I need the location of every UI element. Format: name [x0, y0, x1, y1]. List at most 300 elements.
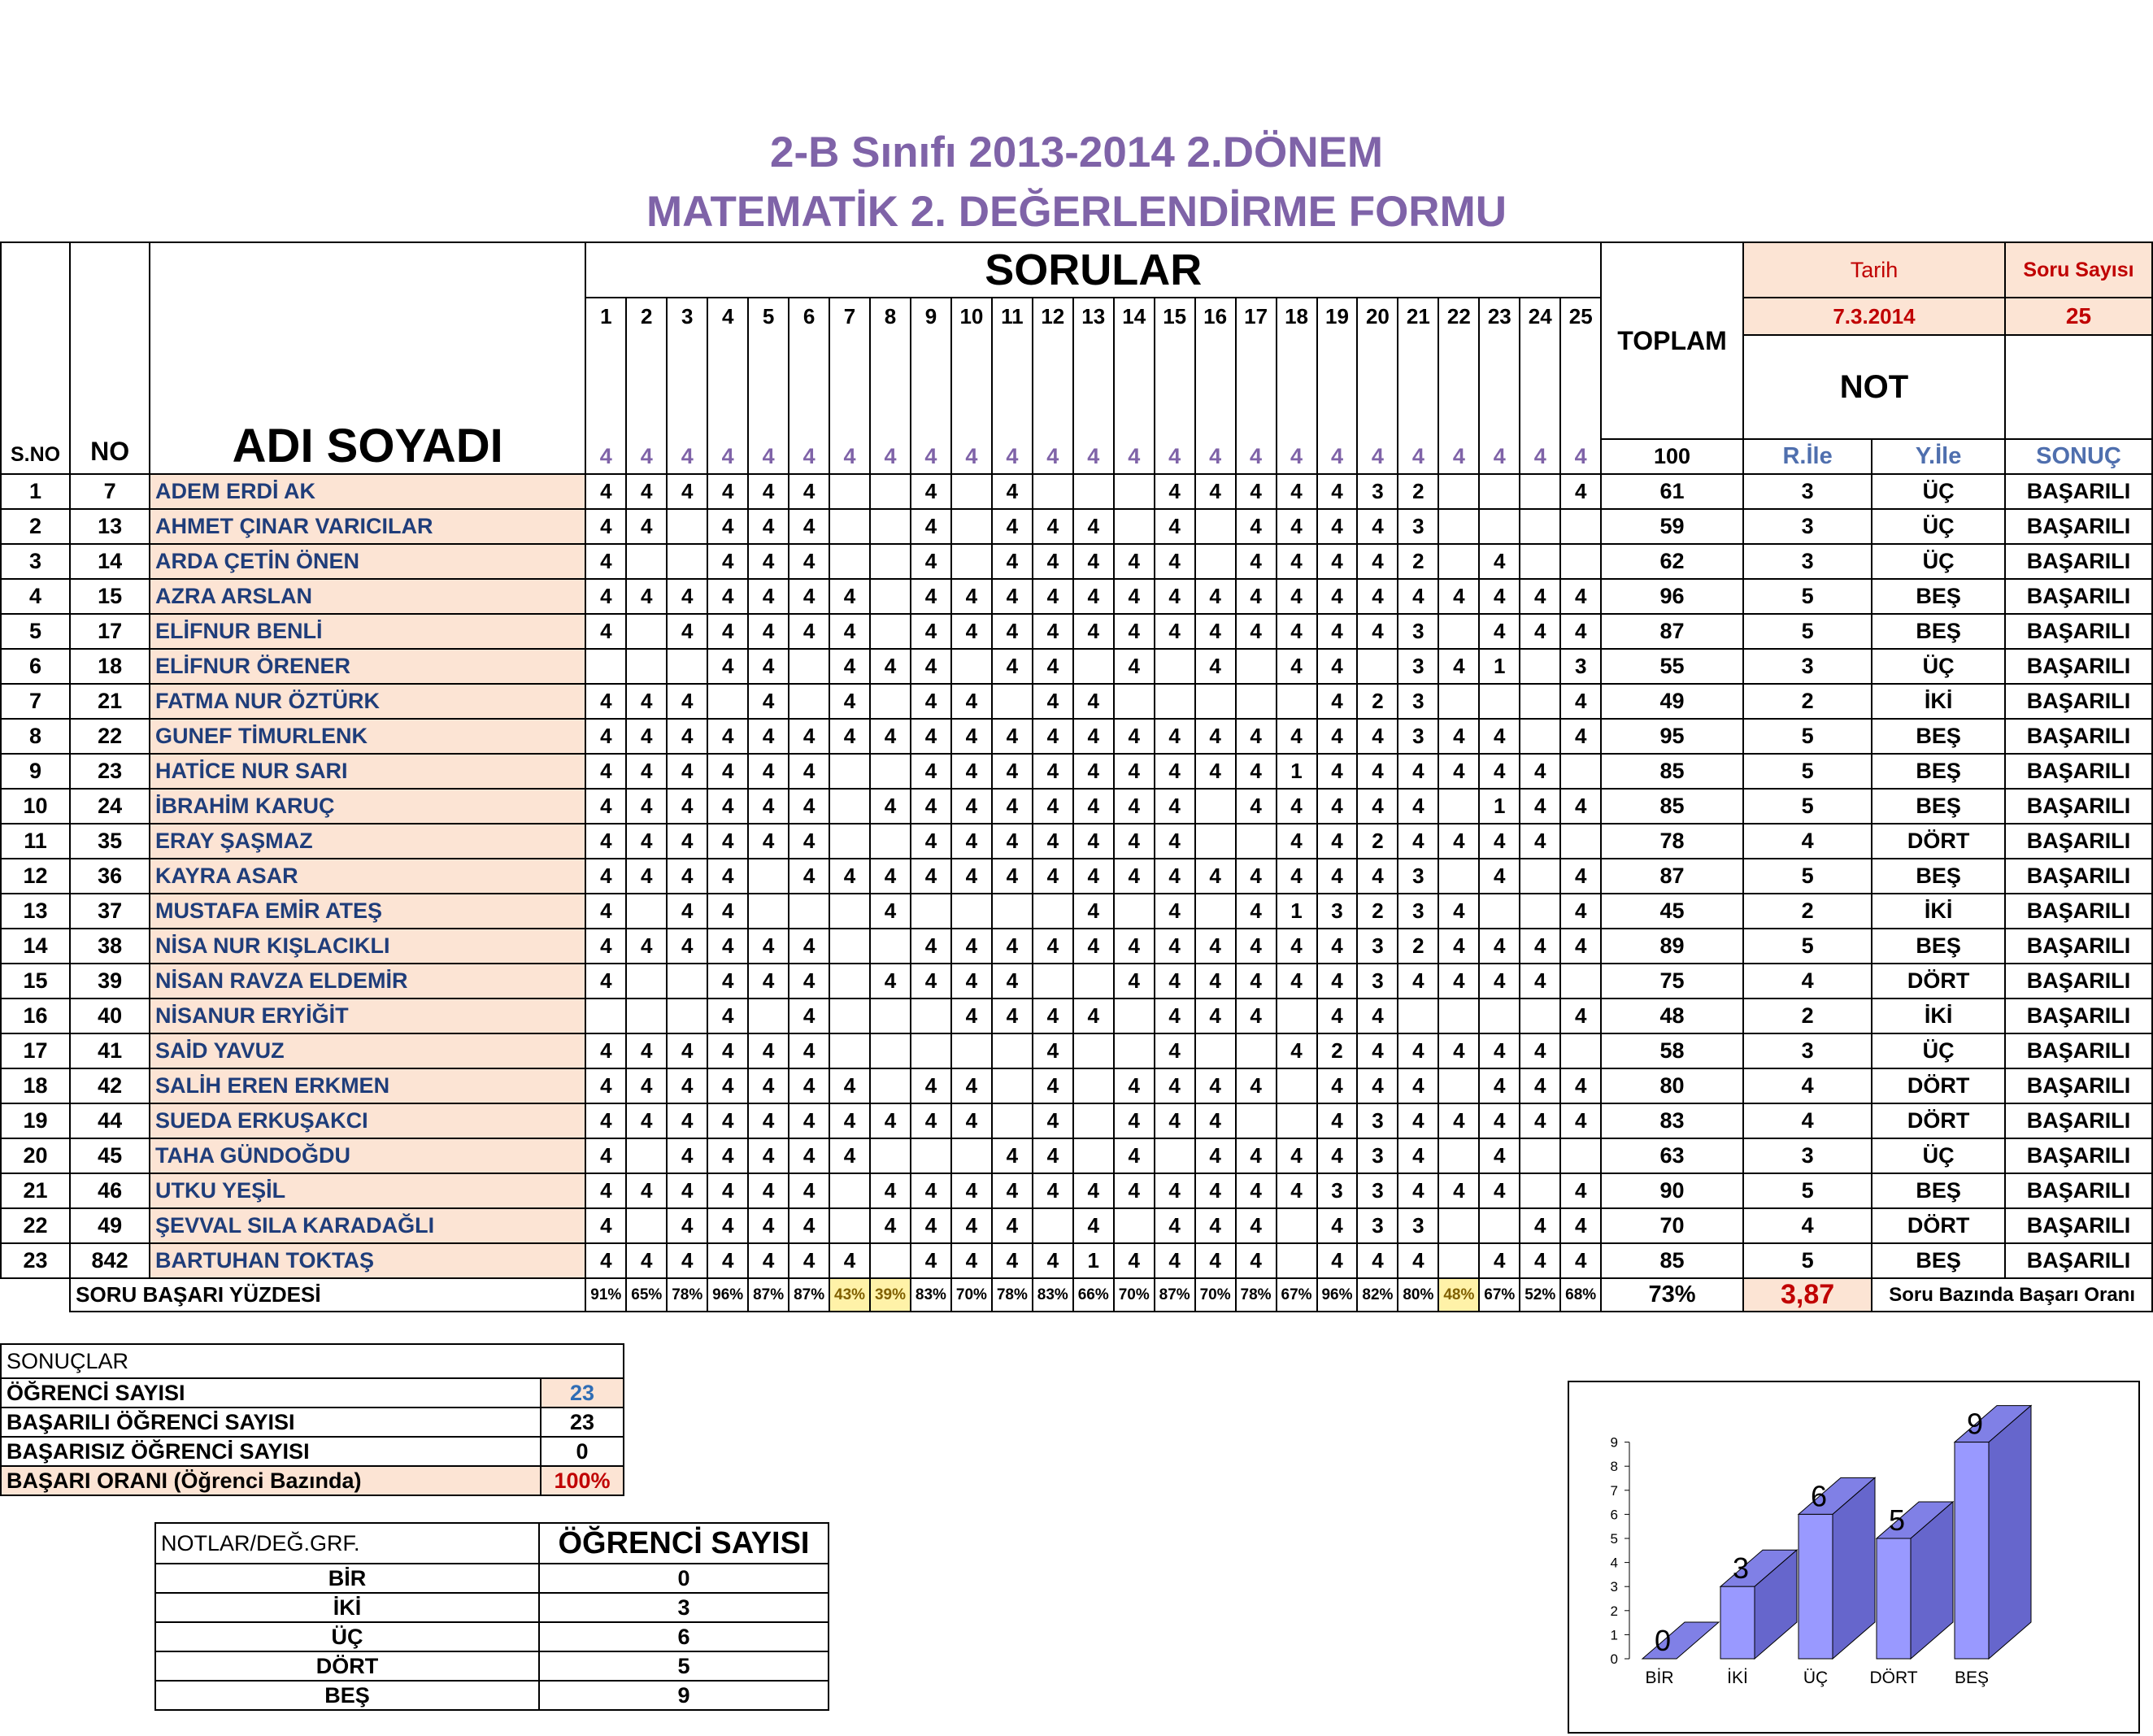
question-score: 4 — [667, 579, 707, 614]
question-score: 4 — [707, 474, 748, 509]
question-score: 4 — [1479, 1138, 1520, 1173]
question-score: 4 — [1236, 1208, 1277, 1243]
question-score: 4 — [1317, 1243, 1358, 1278]
question-score: 4 — [1560, 929, 1601, 964]
question-score: 4 — [748, 1138, 789, 1173]
question-score: 4 — [1073, 579, 1114, 614]
question-score: 4 — [626, 1068, 667, 1103]
question-score — [1438, 789, 1479, 824]
x-tick-label: BİR — [1645, 1669, 1674, 1687]
question-score: 4 — [667, 789, 707, 824]
student-name: UTKU YEŞİL — [150, 1173, 585, 1208]
student-name: SUEDA ERKUŞAKCI — [150, 1103, 585, 1138]
question-score: 4 — [1277, 929, 1317, 964]
student-total: 61 — [1601, 474, 1743, 509]
question-score — [1033, 964, 1073, 999]
question-score: 4 — [951, 1103, 992, 1138]
question-score: 2 — [1357, 894, 1398, 929]
question-score: 4 — [585, 964, 626, 999]
notlar-table — [154, 1522, 829, 1711]
question-score: 4 — [1317, 1208, 1358, 1243]
question-score: 4 — [667, 929, 707, 964]
student-name: GUNEF TİMURLENK — [150, 719, 585, 754]
student-r: 3 — [1743, 1033, 1872, 1068]
question-score: 4 — [1073, 684, 1114, 719]
question-score: 4 — [1236, 929, 1277, 964]
question-score: 4 — [1114, 719, 1155, 754]
question-score: 4 — [748, 719, 789, 754]
not-label: İKİ — [155, 1593, 539, 1622]
notlar-head-label: NOTLAR/DEĞ.GRF. — [155, 1523, 539, 1564]
student-result: BAŞARILI — [2005, 1173, 2152, 1208]
question-score — [1560, 964, 1601, 999]
student-no: 18 — [70, 649, 150, 684]
question-score: 4 — [1155, 999, 1195, 1033]
question-score — [626, 1138, 667, 1173]
student-row — [1, 1208, 2152, 1243]
student-r: 2 — [1743, 894, 1872, 929]
question-score — [1277, 999, 1317, 1033]
question-score: 4 — [1479, 964, 1520, 999]
student-no: 15 — [70, 579, 150, 614]
question-score — [951, 1033, 992, 1068]
question-score — [870, 999, 911, 1033]
question-score: 4 — [1520, 824, 1560, 859]
question-blank — [1195, 335, 1236, 439]
grade-distribution-chart — [1568, 1381, 2140, 1734]
student-name: FATMA NUR ÖZTÜRK — [150, 684, 585, 719]
question-score: 4 — [911, 789, 951, 824]
question-score — [992, 1103, 1033, 1138]
question-percentage: 96% — [707, 1278, 748, 1312]
question-score: 4 — [585, 614, 626, 649]
question-score — [626, 614, 667, 649]
question-score: 4 — [626, 474, 667, 509]
question-score: 4 — [1073, 509, 1114, 544]
question-score — [626, 649, 667, 684]
data-label: 3 — [1732, 1551, 1750, 1586]
question-percentage: 43% — [829, 1278, 870, 1312]
question-score: 4 — [626, 859, 667, 894]
question-score: 4 — [1317, 859, 1358, 894]
student-no: 41 — [70, 1033, 150, 1068]
question-score: 4 — [1520, 789, 1560, 824]
y-tick-label: 6 — [1610, 1507, 1618, 1523]
question-blank — [707, 335, 748, 439]
student-total: 85 — [1601, 754, 1743, 789]
question-score: 4 — [1195, 614, 1236, 649]
question-score: 4 — [1155, 1068, 1195, 1103]
question-score: 4 — [1398, 1068, 1438, 1103]
question-score: 4 — [911, 579, 951, 614]
question-score: 4 — [1236, 1068, 1277, 1103]
student-name: ELİFNUR ÖRENER — [150, 649, 585, 684]
question-score: 4 — [789, 789, 829, 824]
question-score: 4 — [1073, 824, 1114, 859]
student-y: DÖRT — [1872, 1208, 2005, 1243]
question-score — [667, 964, 707, 999]
question-score: 4 — [829, 649, 870, 684]
question-score: 4 — [667, 684, 707, 719]
bar — [1955, 1442, 1989, 1659]
question-score: 4 — [1033, 649, 1073, 684]
question-score — [1560, 824, 1601, 859]
question-score: 4 — [1277, 649, 1317, 684]
question-score: 4 — [789, 544, 829, 579]
question-number: 9 — [911, 298, 951, 335]
question-score: 4 — [951, 824, 992, 859]
student-name: NİSANUR ERYİĞİT — [150, 999, 585, 1033]
question-score: 4 — [1317, 789, 1358, 824]
question-score: 4 — [1398, 1173, 1438, 1208]
question-score: 4 — [1033, 1173, 1073, 1208]
student-row — [1, 649, 2152, 684]
question-score — [870, 824, 911, 859]
question-score — [626, 999, 667, 1033]
question-score: 4 — [1155, 579, 1195, 614]
question-score: 4 — [748, 509, 789, 544]
ogrenci-sayisi-label: ÖĞRENCİ SAYISI — [1, 1378, 541, 1408]
question-blank — [585, 335, 626, 439]
question-score: 4 — [1317, 1103, 1358, 1138]
student-total: 48 — [1601, 999, 1743, 1033]
question-percentage: 70% — [1195, 1278, 1236, 1312]
question-score: 4 — [1357, 1033, 1398, 1068]
question-score: 4 — [667, 719, 707, 754]
question-points: 4 — [1236, 439, 1277, 474]
question-score: 4 — [789, 859, 829, 894]
bar — [1799, 1514, 1833, 1659]
question-score — [911, 1033, 951, 1068]
question-score: 4 — [911, 719, 951, 754]
question-score: 4 — [1560, 789, 1601, 824]
question-score — [829, 929, 870, 964]
question-score: 4 — [585, 579, 626, 614]
student-name: HATİCE NUR SARI — [150, 754, 585, 789]
question-score — [1520, 999, 1560, 1033]
question-score: 4 — [951, 1068, 992, 1103]
question-score: 4 — [585, 544, 626, 579]
question-score — [1560, 1033, 1601, 1068]
question-score — [1073, 964, 1114, 999]
question-score: 4 — [626, 1033, 667, 1068]
student-row — [1, 684, 2152, 719]
question-score: 4 — [1236, 1138, 1277, 1173]
student-total: 55 — [1601, 649, 1743, 684]
question-blank — [1317, 335, 1358, 439]
student-name: KAYRA ASAR — [150, 859, 585, 894]
question-score: 4 — [951, 789, 992, 824]
question-score: 4 — [1438, 964, 1479, 999]
question-score: 4 — [585, 1208, 626, 1243]
student-y: İKİ — [1872, 894, 2005, 929]
student-row — [1, 1103, 2152, 1138]
question-score — [1438, 1243, 1479, 1278]
student-result: BAŞARILI — [2005, 999, 2152, 1033]
question-score — [829, 1033, 870, 1068]
not-label: ÜÇ — [155, 1622, 539, 1651]
question-points: 4 — [1317, 439, 1358, 474]
question-score — [707, 684, 748, 719]
question-score: 4 — [1317, 544, 1358, 579]
question-score: 4 — [1277, 579, 1317, 614]
student-name: ARDA ÇETİN ÖNEN — [150, 544, 585, 579]
question-score — [829, 544, 870, 579]
sno-header: S.NO — [1, 242, 70, 474]
question-score: 4 — [585, 789, 626, 824]
sonuc-header: SONUÇ — [2005, 439, 2152, 474]
question-percentage: 87% — [789, 1278, 829, 1312]
question-blank — [1560, 335, 1601, 439]
average-label: Soru Bazında Başarı Oranı — [1872, 1278, 2152, 1312]
question-score: 4 — [626, 1243, 667, 1278]
question-score: 4 — [748, 544, 789, 579]
student-row — [1, 1033, 2152, 1068]
question-score: 3 — [1398, 509, 1438, 544]
question-number: 22 — [1438, 298, 1479, 335]
not-count: 9 — [539, 1681, 829, 1710]
question-percentage: 83% — [1033, 1278, 1073, 1312]
student-row — [1, 999, 2152, 1033]
question-score — [1277, 1103, 1317, 1138]
question-score: 4 — [1155, 789, 1195, 824]
student-no: 46 — [70, 1173, 150, 1208]
student-no: 35 — [70, 824, 150, 859]
question-score: 4 — [1114, 964, 1155, 999]
question-score: 1 — [1479, 649, 1520, 684]
question-number: 8 — [870, 298, 911, 335]
question-score: 4 — [1155, 544, 1195, 579]
question-blank — [1114, 335, 1155, 439]
no-header: NO — [70, 242, 150, 474]
question-score: 4 — [1033, 719, 1073, 754]
question-percentage: 48% — [1438, 1278, 1479, 1312]
question-points: 4 — [1357, 439, 1398, 474]
student-y: ÜÇ — [1872, 509, 2005, 544]
student-r: 5 — [1743, 754, 1872, 789]
student-no: 36 — [70, 859, 150, 894]
question-score — [1398, 999, 1438, 1033]
question-score: 4 — [1479, 859, 1520, 894]
question-score: 4 — [626, 754, 667, 789]
question-score: 4 — [585, 929, 626, 964]
question-score — [1479, 999, 1520, 1033]
not-label: BEŞ — [155, 1681, 539, 1710]
student-y: ÜÇ — [1872, 544, 2005, 579]
question-score: 4 — [667, 1208, 707, 1243]
question-score: 4 — [789, 614, 829, 649]
question-score: 4 — [1114, 824, 1155, 859]
question-score: 4 — [748, 579, 789, 614]
question-score: 4 — [992, 964, 1033, 999]
student-sno: 19 — [1, 1103, 70, 1138]
data-label: 5 — [1888, 1503, 1906, 1537]
question-score: 3 — [1398, 649, 1438, 684]
question-score — [951, 509, 992, 544]
question-score: 4 — [951, 1243, 992, 1278]
question-score: 4 — [707, 614, 748, 649]
question-score — [1277, 1243, 1317, 1278]
student-total: 63 — [1601, 1138, 1743, 1173]
question-score — [1155, 649, 1195, 684]
student-y: BEŞ — [1872, 789, 2005, 824]
sonuclar-title: SONUÇLAR — [1, 1344, 624, 1378]
question-score: 4 — [626, 1103, 667, 1138]
question-score — [1479, 684, 1520, 719]
question-percentage: 91% — [585, 1278, 626, 1312]
question-score: 4 — [789, 929, 829, 964]
question-score: 3 — [1357, 1103, 1398, 1138]
question-score: 4 — [1277, 824, 1317, 859]
student-sno: 12 — [1, 859, 70, 894]
student-total: 78 — [1601, 824, 1743, 859]
question-score: 4 — [707, 719, 748, 754]
question-score: 4 — [585, 859, 626, 894]
question-score — [1520, 509, 1560, 544]
question-score: 4 — [1438, 929, 1479, 964]
question-score: 4 — [911, 754, 951, 789]
question-points: 4 — [1114, 439, 1155, 474]
student-sno: 6 — [1, 649, 70, 684]
not-count: 0 — [539, 1564, 829, 1593]
question-score: 4 — [992, 1243, 1033, 1278]
student-row — [1, 509, 2152, 544]
student-y: İKİ — [1872, 999, 2005, 1033]
question-score: 4 — [870, 1103, 911, 1138]
question-score: 4 — [1195, 999, 1236, 1033]
question-score: 1 — [1277, 754, 1317, 789]
data-label: 0 — [1654, 1624, 1672, 1657]
question-percentage: 66% — [1073, 1278, 1114, 1312]
question-score — [1236, 684, 1277, 719]
question-score — [1520, 859, 1560, 894]
question-score — [951, 544, 992, 579]
question-percentage: 39% — [870, 1278, 911, 1312]
question-score: 4 — [585, 1033, 626, 1068]
question-score: 4 — [1236, 544, 1277, 579]
question-score: 4 — [951, 964, 992, 999]
question-score: 1 — [1277, 894, 1317, 929]
question-percentage: 80% — [1398, 1278, 1438, 1312]
question-number: 17 — [1236, 298, 1277, 335]
question-score: 4 — [667, 894, 707, 929]
question-score: 4 — [1560, 1173, 1601, 1208]
question-score: 4 — [1033, 684, 1073, 719]
question-score: 4 — [1317, 684, 1358, 719]
question-score: 4 — [1398, 1103, 1438, 1138]
question-score: 4 — [1073, 1173, 1114, 1208]
question-score — [1357, 649, 1398, 684]
question-score — [1114, 474, 1155, 509]
question-score: 4 — [585, 509, 626, 544]
question-score: 4 — [667, 824, 707, 859]
title-line-2: MATEMATİK 2. DEĞERLENDİRME FORMU — [646, 188, 1507, 236]
student-name: ADEM ERDİ AK — [150, 474, 585, 509]
question-score: 4 — [626, 789, 667, 824]
question-score — [1277, 684, 1317, 719]
question-blank — [1357, 335, 1398, 439]
question-score: 4 — [1317, 579, 1358, 614]
question-score: 4 — [951, 719, 992, 754]
question-score: 4 — [1114, 1243, 1155, 1278]
student-y: ÜÇ — [1872, 1033, 2005, 1068]
student-name: NİSAN RAVZA ELDEMİR — [150, 964, 585, 999]
question-percentage: 70% — [1114, 1278, 1155, 1312]
question-points: 4 — [1073, 439, 1114, 474]
bar-side — [1989, 1406, 2031, 1659]
chart-svg — [1569, 1382, 2138, 1732]
question-score — [870, 1138, 911, 1173]
question-percentage: 96% — [1317, 1278, 1358, 1312]
question-score: 4 — [1398, 964, 1438, 999]
question-points: 4 — [1398, 439, 1438, 474]
question-score: 4 — [1033, 789, 1073, 824]
question-number: 10 — [951, 298, 992, 335]
question-score: 4 — [1155, 964, 1195, 999]
question-score: 4 — [789, 579, 829, 614]
question-score: 4 — [1073, 614, 1114, 649]
question-score: 4 — [951, 859, 992, 894]
question-score — [829, 964, 870, 999]
question-score: 4 — [829, 684, 870, 719]
student-sno: 17 — [1, 1033, 70, 1068]
y-tick-label: 9 — [1610, 1434, 1618, 1451]
x-tick-label: DÖRT — [1869, 1669, 1918, 1687]
question-score: 4 — [789, 719, 829, 754]
question-score — [1195, 894, 1236, 929]
question-score: 4 — [992, 544, 1033, 579]
y-tick-label: 8 — [1610, 1459, 1618, 1475]
question-score: 4 — [585, 1103, 626, 1138]
student-total: 83 — [1601, 1103, 1743, 1138]
question-percentage: 87% — [748, 1278, 789, 1312]
not-label: BİR — [155, 1564, 539, 1593]
question-blank — [1236, 335, 1277, 439]
question-score: 4 — [1033, 754, 1073, 789]
question-score: 4 — [1357, 859, 1398, 894]
student-no: 13 — [70, 509, 150, 544]
question-score: 4 — [1357, 999, 1398, 1033]
basarili-value: 23 — [541, 1408, 624, 1437]
sorular-header: SORULAR — [585, 242, 1601, 298]
soru-sayisi-label: Soru Sayısı — [2005, 242, 2152, 298]
student-row — [1, 754, 2152, 789]
question-score: 4 — [707, 929, 748, 964]
ogrenci-sayisi-value: 23 — [541, 1378, 624, 1408]
y-tick-label: 5 — [1610, 1531, 1618, 1547]
question-score: 3 — [1357, 1138, 1398, 1173]
tarih-value: 7.3.2014 — [1743, 298, 2005, 335]
question-score: 4 — [1236, 894, 1277, 929]
student-result: BAŞARILI — [2005, 544, 2152, 579]
question-score — [1033, 1208, 1073, 1243]
question-score — [1073, 1033, 1114, 1068]
student-total: 49 — [1601, 684, 1743, 719]
student-y: BEŞ — [1872, 1173, 2005, 1208]
question-score: 4 — [1438, 649, 1479, 684]
question-score — [911, 894, 951, 929]
question-score — [1073, 474, 1114, 509]
question-score: 4 — [911, 509, 951, 544]
question-score — [870, 684, 911, 719]
question-points: 4 — [829, 439, 870, 474]
question-score: 4 — [1073, 929, 1114, 964]
question-score: 4 — [1357, 614, 1398, 649]
question-score: 4 — [789, 1208, 829, 1243]
question-score: 4 — [585, 1068, 626, 1103]
student-row — [1, 1173, 2152, 1208]
question-score: 4 — [1317, 474, 1358, 509]
